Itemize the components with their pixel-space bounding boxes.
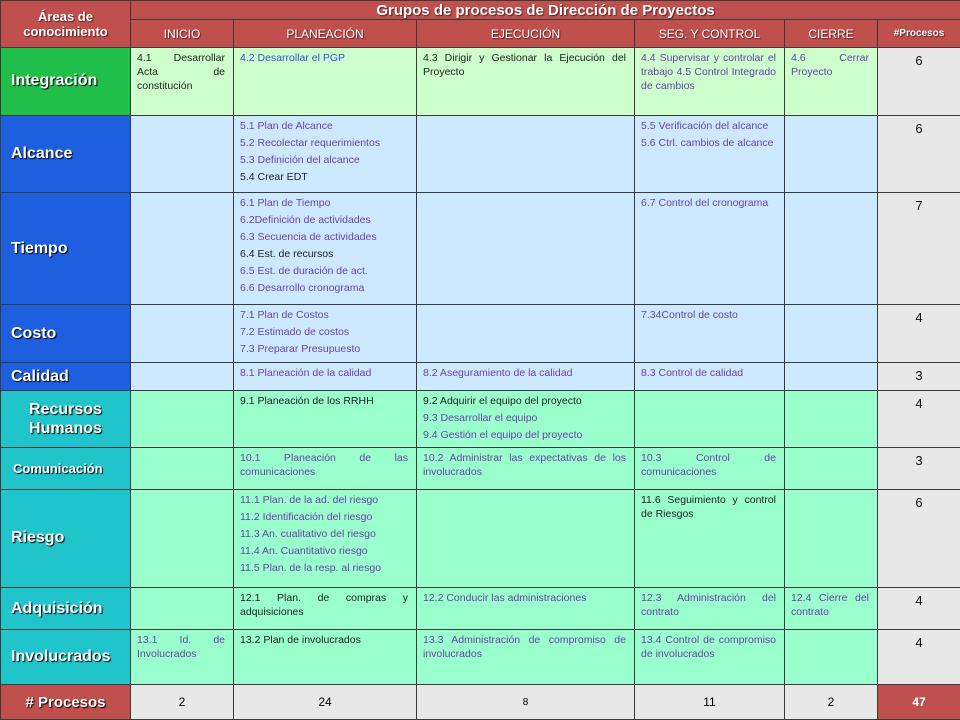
process-item: 11.4 An. Cuantitativo riesgo [240,545,368,558]
process-item: 10.1 Planeación de las comunicaciones [240,452,408,479]
area-tiempo: Tiempo [1,193,131,305]
process-count: 7 [878,193,960,305]
cell-cierre [785,587,878,630]
process-item: 10.3 Control de comunicaciones [641,452,776,479]
process-item: 6.4 Est. de recursos [240,248,334,261]
cell-cierre [785,305,878,363]
cell-inicio [131,193,234,305]
table-row [1,587,960,630]
cell-control [635,193,785,305]
total-planeacion: 24 [234,685,417,720]
process-item: 5.4 Crear EDT [240,170,308,183]
area-costo: Costo [1,305,131,363]
total-inicio: 2 [131,685,234,720]
cell-ejecucion [417,587,635,630]
process-item: 6.6 Desarrollo cronograma [240,282,365,295]
process-item: 8.2 Aseguramiento de la calidad [423,366,573,379]
process-count: 3 [878,448,960,490]
cell-inicio [131,391,234,448]
table-title: Grupos de procesos de Dirección de Proyectos [131,1,960,20]
process-count: 6 [878,490,960,588]
area-integracion: Integración [1,47,131,115]
process-item: 5.1 Plan de Alcance [240,119,333,132]
process-item: 13.4 Control de compromiso de involucrados [641,634,776,661]
cell-cierre [785,391,878,448]
process-item: 12.1 Plan. de compras y adquisiciones [240,591,408,618]
table-row [1,490,960,588]
cell-control [635,391,785,448]
total-cierre: 2 [785,685,878,720]
area-involucrados: Involucrados [1,630,131,685]
cell-ejecucion [417,305,635,363]
total-ejecucion: 8 [417,685,635,720]
process-item: 7.2 Estimado de costos [240,326,350,339]
cell-cierre [785,193,878,305]
process-item: 9.2 Adquirir el equipo del proyecto [423,395,582,408]
cell-planeacion [234,362,417,390]
cell-cierre [785,448,878,490]
area-comunicacion: Comunicación [1,448,131,490]
cell-inicio [131,490,234,588]
cell-ejecucion [417,490,635,588]
process-item: 4.6 Cerrar Proyecto [791,51,869,78]
total-control: 11 [635,685,785,720]
area-alcance: Alcance [1,115,131,192]
cell-ejecucion [417,115,635,192]
cell-inicio [131,630,234,685]
process-item: 11.1 Plan. de la ad. del riesgo [240,494,379,507]
cell-planeacion [234,47,417,115]
table-row [1,115,960,192]
cell-ejecucion [417,448,635,490]
process-item: 7.3 Preparar Presupuesto [240,343,361,356]
process-item: 12.4 Cierre del contrato [791,591,869,618]
cell-control [635,305,785,363]
phase-header-ejecucion: EJECUCIÓN [417,20,635,47]
cell-cierre [785,362,878,390]
process-item: 4.1 Desarrollar Acta de constitución [137,51,225,92]
table-row [1,47,960,115]
process-item: 7.34Control de costo [641,309,738,322]
process-item: 13.2 Plan de involucrados [240,634,361,647]
cell-ejecucion [417,47,635,115]
cell-ejecucion [417,362,635,390]
grand-total: 47 [878,685,960,720]
process-item: 10.2 Administrar las expectativas de los involucrados [423,452,626,479]
phase-header-count: #Procesos [878,20,960,47]
cell-planeacion [234,448,417,490]
process-count: 4 [878,587,960,630]
cell-planeacion [234,391,417,448]
process-item: 11.2 Identificación del riesgo [240,511,373,524]
process-item: 4.2 Desarrollar el PGP [240,51,346,64]
process-count: 4 [878,630,960,685]
cell-cierre [785,115,878,192]
process-item: 8.3 Control de calidad [641,366,744,379]
cell-cierre [785,490,878,588]
process-item: 5.5 Verificación del alcance [641,119,769,132]
area-riesgo: Riesgo [1,490,131,588]
process-item: 11.3 An. cualitativo del riesgo [240,528,376,541]
process-item: 11.5 Plan. de la resp. al riesgo [240,562,382,575]
cell-control [635,47,785,115]
process-item: 9.3 Desarrollar el equipo [423,412,538,425]
process-item: 9.1 Planeación de los RRHH [240,395,374,408]
area-recursos-humanos: Recursos Humanos [1,391,131,448]
cell-cierre [785,47,878,115]
process-item: 9.4 Gestión el equipo del proyecto [423,429,583,442]
totals-label: # Procesos [1,685,131,720]
cell-ejecucion [417,391,635,448]
cell-inicio [131,448,234,490]
phase-header-cierre: CIERRE [785,20,878,47]
table-row [1,448,960,490]
cell-inicio [131,47,234,115]
phase-header-inicio: INICIO [131,20,234,47]
cell-planeacion [234,193,417,305]
process-count: 6 [878,115,960,192]
phase-header-planeacion: PLANEACIÓN [234,20,417,47]
cell-planeacion [234,305,417,363]
cell-control [635,362,785,390]
process-count: 4 [878,391,960,448]
areas-header: Áreas de conocimiento [1,1,131,48]
process-item: 4.3 Dirigir y Gestionar la Ejecución del Proyecto [423,51,626,78]
process-count: 3 [878,362,960,390]
process-item: 12.3 Administración del contrato [641,591,776,618]
cell-planeacion [234,587,417,630]
area-adquisicion: Adquisición [1,587,131,630]
cell-cierre [785,630,878,685]
process-item: 7.1 Plan de Costos [240,309,329,322]
process-item: 6.7 Control del cronograma [641,197,769,210]
process-item: 12.2 Conducir las administraciones [423,591,587,604]
cell-inicio [131,587,234,630]
cell-inicio [131,362,234,390]
process-count: 4 [878,305,960,363]
cell-control [635,115,785,192]
process-item: 6.2Definición de actividades [240,214,371,227]
cell-control [635,587,785,630]
cell-inicio [131,115,234,192]
totals-row [1,685,960,720]
phase-header-control: SEG. Y CONTROL [635,20,785,47]
process-item: 13.3 Administración de compromiso de involucrados [423,634,626,661]
cell-planeacion [234,115,417,192]
process-item: 4.4 Supervisar y controlar el trabajo 4.5 Control Integrado de cambios [641,51,776,92]
cell-control [635,448,785,490]
table-row [1,630,960,685]
process-item: 5.3 Definición del alcance [240,153,360,166]
area-calidad: Calidad [1,362,131,390]
cell-control [635,490,785,588]
cell-inicio [131,305,234,363]
process-item: 5.6 Ctrl. cambios de alcance [641,136,774,149]
cell-planeacion [234,490,417,588]
table-row [1,305,960,363]
process-item: 8.1 Planeación de la calidad [240,366,372,379]
table-row [1,391,960,448]
process-item: 11.6 Seguimiento y control de Riesgos [641,494,776,521]
process-item: 6.3 Secuencia de actividades [240,231,377,244]
table-row [1,193,960,305]
process-count: 6 [878,47,960,115]
process-item: 13.1 Id. de Involucrados [137,634,225,661]
table-row [1,362,960,390]
cell-control [635,630,785,685]
cell-ejecucion [417,193,635,305]
cell-ejecucion [417,630,635,685]
process-item: 6.1 Plan de Tiempo [240,197,331,210]
process-item: 5.2 Recolectar requerimientos [240,136,381,149]
process-item: 6.5 Est. de duración de act. [240,265,368,278]
cell-planeacion [234,630,417,685]
